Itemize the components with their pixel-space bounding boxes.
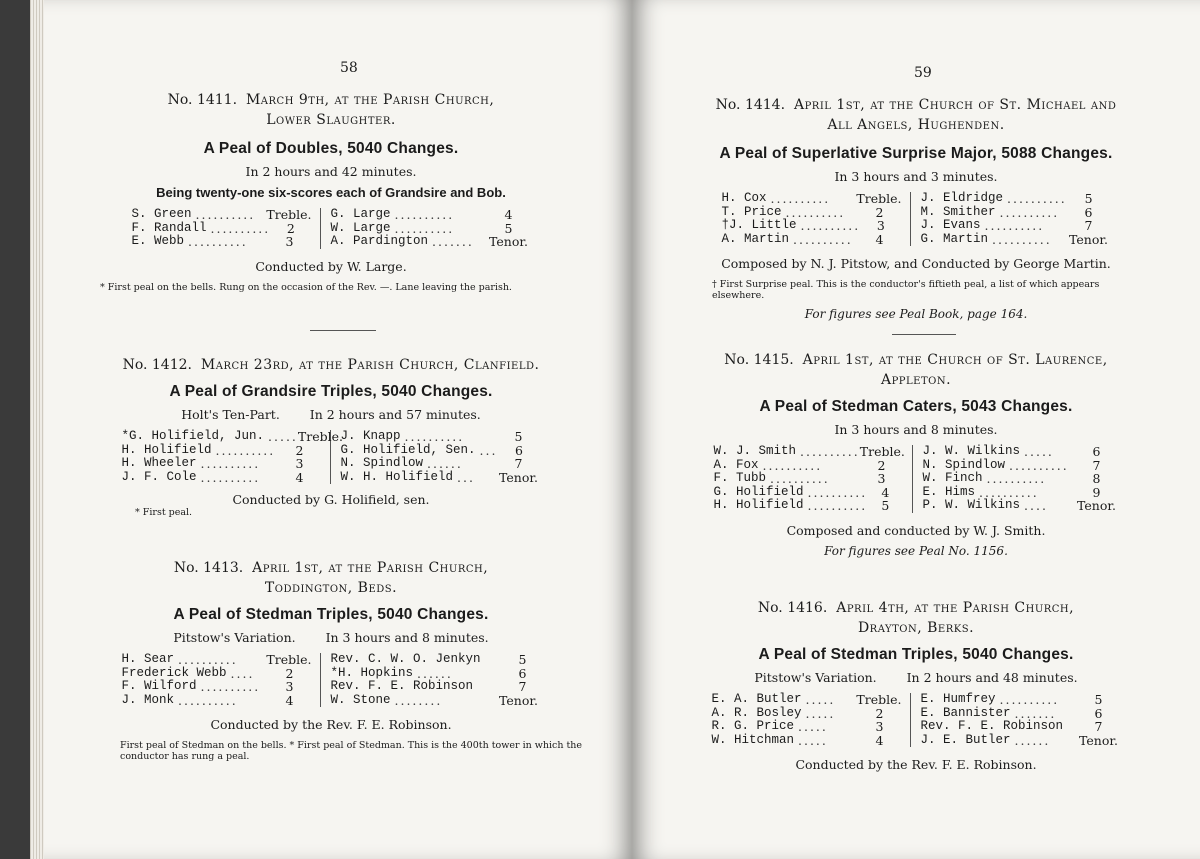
ringer-name: W. J. Smith [713, 444, 797, 458]
ringer-name: *G. Holifield, Jun. [121, 429, 265, 443]
bell-number: 6 [518, 665, 527, 681]
ringer-row: F. Randall .......... 2 [132, 222, 312, 236]
ringer-row: E. A. Butler ..... Treble. [711, 692, 902, 707]
bell-number: 5 [514, 429, 523, 444]
ringer-row: W. Large .......... 5 [331, 222, 531, 236]
bell-number: Tenor. [489, 234, 528, 249]
conducted-by: Conducted by G. Holifield, sen. [232, 492, 430, 507]
bell-number: Tenor. [1069, 231, 1108, 247]
bell-number: 6 [1084, 204, 1093, 220]
ringer-name: W. Stone [330, 692, 391, 707]
ringer-name: J. F. Cole [121, 469, 197, 484]
bell-number: 4 [504, 207, 513, 222]
ringer-row: G. Martin .......... Tenor. [921, 233, 1111, 247]
bell-number: 6 [515, 442, 523, 458]
conducted-by: Composed by N. J. Pitstow, and Conducted by George Martin. [721, 256, 1111, 271]
ringer-name: A. Martin [721, 231, 790, 246]
peal-subtitle [632, 670, 1200, 685]
ringer-name: †J. Little [721, 218, 797, 232]
peal-duration: In 2 hours and 48 minutes. [906, 670, 1078, 685]
ringer-name: A. Fox [713, 457, 759, 472]
ringer-name: W. Large [330, 220, 391, 235]
bell-number: 4 [875, 732, 884, 748]
ringer-row: H. Sear .......... Treble. [121, 652, 312, 667]
ringer-row: H. Cox .......... Treble. [721, 191, 902, 206]
bell-number: 2 [286, 220, 295, 236]
ringer-row: S. Green .......... Treble. [131, 207, 312, 222]
ringer-row: G. Holifield, Sen. ... 6 [341, 444, 541, 458]
bell-number: 2 [877, 457, 886, 473]
peal-subtitle [30, 630, 632, 645]
bell-number: 3 [285, 234, 294, 249]
ringer-name: E. Bannister [920, 705, 1011, 720]
ringer-row: A. Pardington ....... Tenor. [331, 235, 531, 249]
ringer-row: W. H. Holifield ... Tenor. [341, 471, 541, 485]
ringer-row: J. E. Butler ...... Tenor. [921, 734, 1121, 748]
peal-variation: Pitstow's Variation. [173, 630, 296, 645]
bell-number: 4 [285, 692, 294, 708]
divider [310, 330, 376, 331]
right-page [632, 0, 1200, 859]
conducted-by: Composed and conducted by W. J. Smith. [786, 522, 1046, 538]
page-number: 59 [914, 65, 932, 81]
bell-number: Tenor. [1079, 732, 1118, 748]
peal-location: April 4th, at the Parish Church, [836, 600, 1075, 616]
peal-duration: In 3 hours and 3 minutes. [834, 169, 998, 184]
ringer-row: G. Holifield .......... 4 [714, 486, 904, 500]
peal-heading [632, 95, 1200, 135]
bell-number: Treble. [856, 692, 902, 707]
peal-location-line2: Toddington, Beds. [264, 580, 398, 596]
peal-location-line2: Lower Slaughter. [266, 112, 396, 128]
ringer-row: J. Monk .......... 4 [122, 694, 312, 708]
ringer-name: N. Spindlow [922, 457, 1006, 472]
bell-number: Treble. [859, 444, 905, 459]
divider [892, 334, 956, 335]
ringers-table [30, 653, 632, 707]
bell-number: Tenor. [1077, 498, 1116, 513]
bell-number: 4 [875, 231, 884, 247]
ringer-row: W. Finch .......... 8 [923, 472, 1119, 486]
bell-number: 8 [1092, 471, 1101, 486]
ringer-name: H. Holifield [713, 498, 804, 512]
ringer-row: J. Evans .......... 7 [921, 219, 1111, 233]
ringer-name: G. Holifield, Sen. [340, 442, 476, 457]
ringers-table [632, 192, 1200, 246]
footnote: * First peal. [135, 507, 193, 518]
peal-entry [30, 558, 632, 762]
peal-number: No. 1414. [715, 97, 786, 113]
bell-number: Tenor. [499, 692, 538, 708]
ringer-name: H. Cox [721, 191, 767, 205]
ringer-row: M. Smither .......... 6 [921, 206, 1111, 220]
ringer-name: E. A. Butler [711, 692, 802, 706]
peal-heading [30, 558, 632, 598]
bell-number: 3 [285, 679, 294, 694]
peal-number: No. 1413. [173, 560, 244, 576]
conducted-by: Conducted by the Rev. F. E. Robinson. [795, 757, 1037, 772]
ringer-row: A. Fox .......... 2 [714, 459, 904, 473]
conducted-by: Conducted by the Rev. F. E. Robinson. [210, 717, 452, 732]
ringer-row: H. Holifield .......... 2 [122, 444, 322, 458]
ringers-table [30, 430, 632, 484]
peal-title: A Peal of Superlative Surprise Major, 5088 Changes. [719, 145, 1113, 162]
ringer-name: S. Green [131, 207, 192, 221]
peal-duration: In 3 hours and 8 minutes. [325, 630, 489, 645]
ringer-name: *H. Hopkins [330, 665, 414, 680]
ringer-row: J. Knapp .......... 5 [341, 430, 541, 444]
ringer-row: P. W. Wilkins .... Tenor. [923, 499, 1119, 513]
ringer-row: J. W. Wilkins ..... 6 [923, 445, 1119, 459]
bell-number: 5 [518, 652, 527, 667]
ringer-row: *G. Holifield, Jun. ..... Treble. [121, 429, 343, 444]
ringer-row: J. F. Cole .......... 4 [122, 471, 322, 485]
ringer-name: T. Price [721, 204, 782, 219]
ringer-row: G. Large .......... 4 [331, 208, 531, 222]
ringer-row: T. Price .......... 2 [722, 206, 902, 220]
bell-number: 4 [881, 484, 890, 500]
peal-title: A Peal of Stedman Triples, 5040 Changes. [173, 606, 489, 623]
ringer-name: Rev. F. E. Robinson [330, 679, 474, 693]
bell-number: 4 [295, 469, 304, 485]
ringer-row: F. Wilford .......... 3 [122, 680, 312, 694]
bell-number: 2 [285, 665, 294, 681]
ringer-row [331, 680, 541, 694]
ringer-row: E. Webb .......... 3 [132, 235, 312, 249]
ringer-name: Rev. C. W. O. Jenkyn [330, 652, 481, 666]
ringer-name: J. Knapp [340, 429, 401, 443]
bell-number: 6 [1094, 705, 1103, 721]
peal-number: No. 1415. [724, 352, 794, 368]
peal-entry [632, 95, 1200, 321]
bell-number: 7 [1094, 719, 1103, 734]
ringer-name: G. Martin [920, 231, 989, 246]
ringer-name: J. W. Wilkins [922, 444, 1021, 458]
ringer-row [331, 653, 541, 667]
bell-number: 7 [1084, 218, 1093, 233]
ringer-row: E. Bannister ....... 6 [921, 707, 1121, 721]
ringer-row: F. Tubb .......... 3 [714, 472, 904, 486]
peal-number: No. 1416. [757, 600, 828, 616]
left-page [30, 0, 632, 859]
peal-entry [30, 355, 632, 518]
ringer-row: *H. Hopkins ...... 6 [331, 667, 541, 681]
footnote: † First Surprise peal. This is the conductor's fiftieth peal, a list of which appears elsewhere. [712, 279, 1100, 301]
peal-method-note: Being twenty-one six-scores each of Grandsire and Bob. [156, 185, 506, 200]
ringer-name: J. Eldridge [920, 191, 1004, 205]
bell-number: Treble. [856, 191, 902, 206]
bell-number: 3 [877, 471, 886, 486]
bell-number: Treble. [266, 207, 312, 222]
ringer-name: W. H. Holifield [340, 469, 454, 484]
peal-variation: Holt's Ten-Part. [181, 407, 280, 422]
bell-number: 7 [518, 679, 527, 694]
ringer-row: R. G. Price ..... 3 [712, 720, 902, 734]
peal-heading [632, 598, 1200, 638]
bell-number: 6 [1092, 444, 1101, 459]
ringer-name: E. Hims [922, 484, 976, 499]
ringer-row: Frederick Webb .... 2 [122, 667, 312, 681]
ringer-row: E. Hims .......... 9 [923, 486, 1119, 500]
ringer-row: W. Stone ........ Tenor. [331, 694, 541, 708]
peal-location: March 23rd, at the Parish Church, Clanfield. [200, 357, 540, 373]
ringers-table [632, 445, 1200, 513]
ringer-name: E. Webb [131, 234, 185, 248]
bell-number: 7 [1092, 457, 1101, 473]
bell-number: 7 [514, 456, 523, 471]
ringer-name: F. Tubb [713, 471, 767, 485]
ringer-row: N. Spindlow .......... 7 [923, 459, 1119, 473]
ringer-name: M. Smither [920, 204, 996, 219]
footnote: * First peal on the bells. Rung on the occasion of the Rev. —. Lane leaving the parish. [100, 281, 512, 293]
peal-location: April 1st, at the Church of St. Laurence, [802, 352, 1108, 368]
ringer-name: J. E. Butler [920, 732, 1011, 747]
ringer-name: J. Evans [920, 218, 981, 232]
ringer-row: J. Eldridge .......... 5 [921, 192, 1111, 206]
ringer-name: E. Humfrey [920, 692, 996, 706]
peal-location-line2: Drayton, Berks. [857, 620, 975, 636]
ringer-row: W. J. Smith .......... Treble. [713, 444, 905, 459]
ringer-name: G. Large [330, 207, 391, 221]
ringer-row [921, 720, 1121, 734]
ringer-name: H. Sear [121, 652, 175, 666]
bell-number: Tenor. [499, 469, 538, 485]
bell-number: 3 [295, 456, 304, 471]
ringer-name: A. R. Bosley [711, 705, 802, 720]
peal-title: A Peal of Stedman Caters, 5043 Changes. [759, 398, 1073, 415]
ringer-row: W. Hitchman ..... 4 [712, 734, 902, 748]
peal-title: A Peal of Grandsire Triples, 5040 Changes. [169, 383, 493, 400]
ringer-row: †J. Little .......... 3 [722, 219, 902, 233]
bell-number: 5 [504, 220, 513, 236]
bell-number: 5 [881, 498, 890, 513]
peal-number: No. 1411. [167, 92, 238, 108]
ringer-name: G. Holifield [713, 484, 804, 499]
ringer-row: H. Holifield .......... 5 [714, 499, 904, 513]
peal-location: March 9th, at the Parish Church, [245, 92, 495, 108]
peal-entry [30, 90, 632, 293]
ringer-row: H. Wheeler .......... 3 [122, 457, 322, 471]
figures-reference: For figures see Peal No. 1156. [824, 543, 1008, 558]
bell-number: 3 [875, 719, 884, 734]
ringer-name: Frederick Webb [121, 665, 227, 680]
ringer-row: A. R. Bosley ..... 2 [712, 707, 902, 721]
ringers-table [30, 208, 632, 249]
bell-number: Treble. [266, 652, 312, 667]
footnote: First peal of Stedman on the bells. * First peal of Stedman. This is the 400th tower in which the conductor has rung a peal. [120, 740, 583, 762]
ringer-name: H. Holifield [121, 442, 212, 457]
peal-number: No. 1412. [122, 357, 192, 373]
ringer-name: J. Monk [121, 692, 175, 707]
ringer-name: R. G. Price [711, 719, 795, 733]
peal-subtitle [30, 407, 632, 422]
peal-location-line2: Appleton. [880, 372, 952, 388]
ringer-name: F. Wilford [121, 679, 197, 693]
conducted-by: Conducted by W. Large. [255, 258, 407, 274]
peal-title: A Peal of Stedman Triples, 5040 Changes. [758, 646, 1074, 663]
peal-duration: In 3 hours and 8 minutes. [834, 422, 998, 437]
ringer-name: P. W. Wilkins [922, 498, 1021, 512]
ringer-name: W. Hitchman [711, 732, 795, 747]
peal-location-line2: All Angels, Hughenden. [827, 117, 1005, 133]
bell-number: 5 [1084, 191, 1093, 206]
peal-duration: In 2 hours and 57 minutes. [309, 407, 481, 422]
bell-number: 5 [1094, 692, 1103, 707]
ringer-row: A. Martin .......... 4 [722, 233, 902, 247]
figures-reference: For figures see Peal Book, page 164. [804, 307, 1028, 321]
peal-location: April 1st, at the Parish Church, [252, 560, 489, 576]
ringer-name: A. Pardington [330, 234, 429, 248]
ringer-name: H. Wheeler [121, 456, 197, 470]
ringer-row: E. Humfrey .......... 5 [921, 693, 1121, 707]
ringer-row: N. Spindlow ...... 7 [341, 457, 541, 471]
ringers-table [632, 693, 1200, 747]
ringer-name: F. Randall [131, 220, 207, 235]
peal-heading [30, 90, 632, 130]
ringer-name: Rev. F. E. Robinson [920, 719, 1064, 733]
ringer-name: W. Finch [922, 471, 983, 485]
peal-variation: Pitstow's Variation. [754, 670, 877, 685]
bell-number: 2 [295, 442, 304, 458]
ringer-name: N. Spindlow [340, 456, 424, 470]
bell-number: 9 [1092, 484, 1101, 500]
peal-title: A Peal of Doubles, 5040 Changes. [203, 140, 459, 157]
bell-number: 2 [875, 705, 884, 721]
bell-number: Treble. [297, 429, 343, 444]
peal-entry [632, 598, 1200, 772]
peal-duration: In 2 hours and 42 minutes. [245, 164, 417, 179]
peal-heading [30, 355, 632, 375]
peal-entry [632, 350, 1200, 558]
peal-location: April 1st, at the Church of St. Michael and [793, 97, 1117, 113]
bell-number: 3 [876, 218, 885, 233]
page-number: 58 [340, 60, 358, 76]
peal-heading [632, 350, 1200, 390]
bell-number: 2 [875, 204, 884, 220]
